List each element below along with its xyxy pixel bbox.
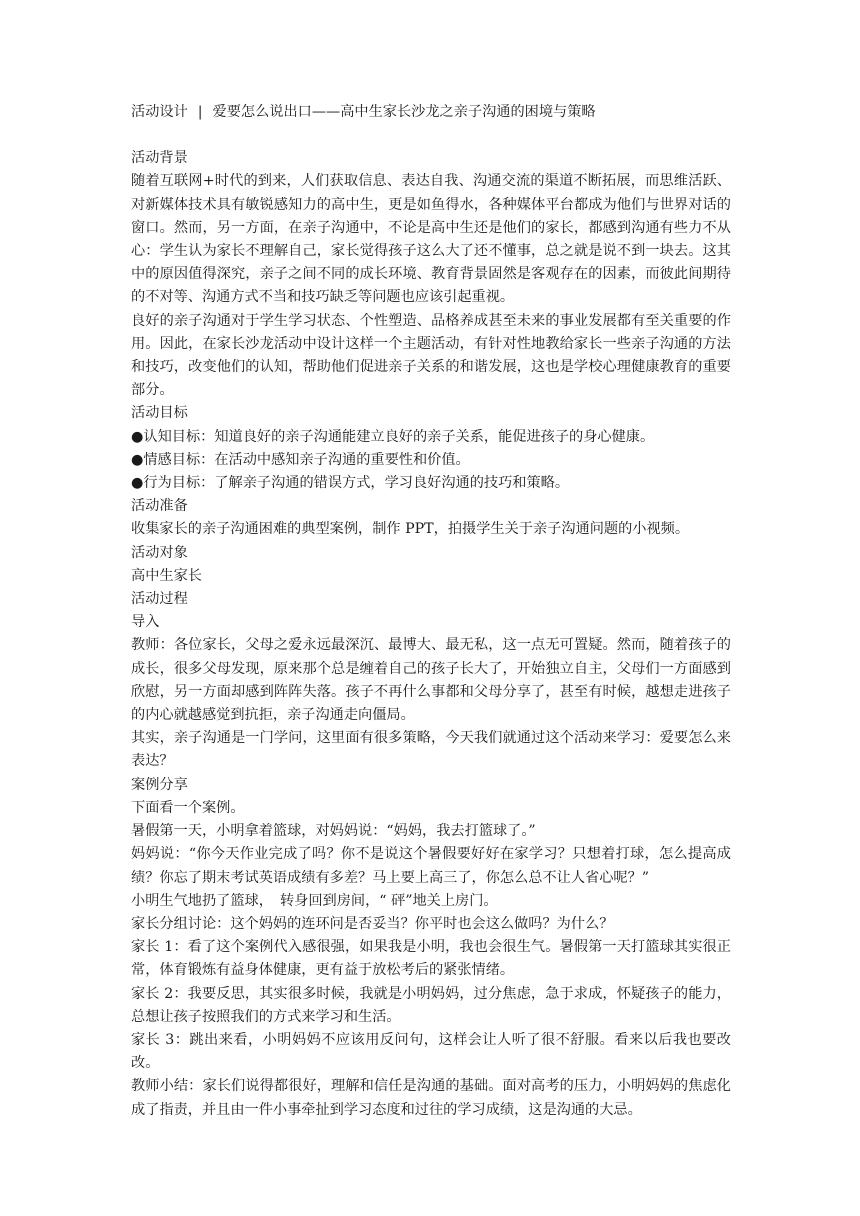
goal-item-emotional: ●情感目标：在活动中感知亲子沟通的重要性和价值。 <box>131 451 470 468</box>
subheading-case-sharing: 案例分享 <box>131 776 188 793</box>
paragraph-case-intro: 下面看一个案例。 <box>131 799 245 816</box>
section-heading-goals: 活动目标 <box>131 405 188 422</box>
paragraph-case-1: 暑假第一天，小明拿着篮球，对妈妈说：“妈妈，我去打篮球了。” <box>131 823 536 840</box>
title-text: 爱要怎么说出口——高中生家长沙龙之亲子沟通的困境与策略 <box>212 104 596 120</box>
goal-item-behavioral: ●行为目标：了解亲子沟通的错误方式，学习良好沟通的技巧和策略。 <box>131 475 570 492</box>
paragraph-background-2: 良好的亲子沟通对于学生学习状态、个性塑造、品格养成甚至未来的事业发展都有至关重要的作用。因此，在家长沙龙活动中设计这样一个主题活动，有针对性地教给家长一些亲子沟通的方法和技巧，改变他们的认知，帮助他们促进亲子关系的和谐发展，这也是学校心理健康教育的重要部分。 <box>131 312 731 399</box>
title-separator: | <box>197 104 203 120</box>
paragraph-discussion: 家长分组讨论：这个妈妈的连环问是否妥当？你平时也会这么做吗？为什么？ <box>131 915 614 932</box>
paragraph-teacher-intro: 教师：各位家长，父母之爱永远最深沉、最博大、最无私，这一点无可置疑。然而，随着孩子的成长，很多父母发现，原来那个总是缠着自己的孩子长大了，开始独立自主，父母们一方面感到欣慰，另一方面却感到阵阵失落。孩子不再什么事都和父母分享了，甚至有时候，越想走进孩子的内心就越感觉到抗拒，亲子沟通走向僵局。 <box>131 637 731 724</box>
paragraph-background-1: 随着互联网+时代的到来，人们获取信息、表达自我、沟通交流的渠道不断拓展，而思维活跃、对新媒体技术具有敏锐感知力的高中生，更是如鱼得水，各种媒体平台都成为他们与世界对话的窗口。然而，另一方面，在亲子沟通中，不论是高中生还是他们的家长，都感到沟通有些力不从心：学生认为家长不理解自己，家长觉得孩子这么大了还不懂事，总之就是说不到一块去。这其中的原因值得深究，亲子之间不同的成长环境、教育背景固然是客观存在的因素，而彼此间期待的不对等、沟通方式不当和技巧缺乏等问题也应该引起重视。 <box>131 173 731 306</box>
paragraph-case-2: 妈妈说：“你今天作业完成了吗？你不是说这个暑假要好好在家学习？只想着打球，怎么提高成绩？你忘了期末考试英语成绩有多差？马上要上高三了，你怎么总不让人省心呢？” <box>131 846 731 886</box>
subheading-introduction: 导入 <box>131 614 160 631</box>
paragraph-case-3: 小明生气地扔了篮球， 转身回到房间，“ 砰”地关上房门。 <box>131 892 498 909</box>
title-category: 活动设计 <box>131 104 188 120</box>
section-heading-background: 活动背景 <box>131 150 188 167</box>
section-heading-preparation: 活动准备 <box>131 498 188 515</box>
paragraph-audience: 高中生家长 <box>131 567 202 584</box>
paragraph-parent-1: 家长 1：看了这个案例代入感很强，如果我是小明，我也会很生气。暑假第一天打篮球其实很正常，体育锻炼有益身体健康，更有益于放松考后的紧张情绪。 <box>131 939 731 979</box>
paragraph-preparation: 收集家长的亲子沟通困难的典型案例，制作 PPT，拍摄学生关于亲子沟通问题的小视频。 <box>131 521 690 538</box>
section-heading-audience: 活动对象 <box>131 544 188 561</box>
paragraph-teacher-summary: 教师小结：家长们说得都很好，理解和信任是沟通的基础。面对高考的压力，小明妈妈的焦虑化成了指责，并且由一件小事牵扯到学习态度和过往的学习成绩，这是沟通的大忌。 <box>131 1078 731 1118</box>
paragraph-intro-2: 其实，亲子沟通是一门学问，这里面有很多策略，今天我们就通过这个活动来学习：爱要怎么来表达？ <box>131 730 731 770</box>
paragraph-parent-3: 家长 3：跳出来看，小明妈妈不应该用反问句，这样会让人听了很不舒服。看来以后我也要改改。 <box>131 1031 731 1072</box>
document-title <box>131 101 731 124</box>
section-heading-process: 活动过程 <box>131 591 188 608</box>
document-page <box>131 101 731 1122</box>
goal-item-cognitive: ●认知目标：知道良好的亲子沟通能建立良好的亲子关系，能促进孩子的身心健康。 <box>131 428 655 445</box>
paragraph-parent-2: 家长 2：我要反思，其实很多时候，我就是小明妈妈，过分焦虑，急于求成，怀疑孩子的能力，总想让孩子按照我们的方式来学习和生活。 <box>131 985 731 1025</box>
